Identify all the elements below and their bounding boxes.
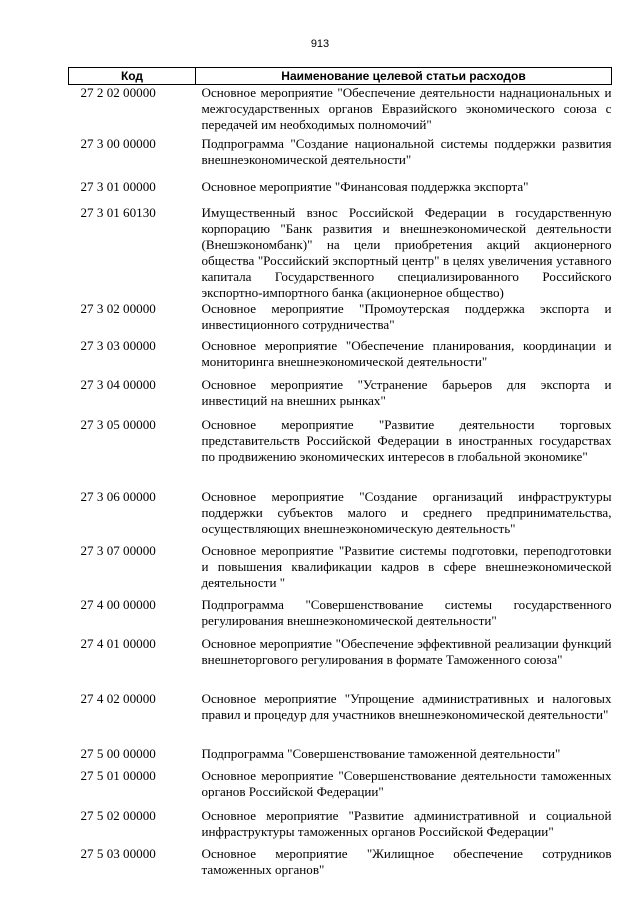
table-row bbox=[69, 85, 612, 136]
row-name: Основное мероприятие "Совершенствование деятельности таможенных органов Российской Федерации" bbox=[201, 767, 612, 799]
row-code: 27 5 01 00000 bbox=[80, 767, 156, 783]
row-name: Основное мероприятие "Обеспечение планирования, координации и мониторинга внешнеэкономической деятельности" bbox=[201, 337, 612, 369]
row-code: 27 5 02 00000 bbox=[80, 807, 156, 823]
row-code: 27 5 03 00000 bbox=[80, 845, 156, 861]
table-row bbox=[69, 597, 612, 636]
row-name: Основное мероприятие "Создание организаций инфраструктуры поддержки субъектов малого и среднего предпринимательства, осуществляющих внешнеэкономическую деятельность" bbox=[201, 488, 612, 536]
page-number: 913 bbox=[310, 38, 330, 50]
budget-table bbox=[68, 67, 612, 882]
row-name: Основное мероприятие "Упрощение административных и налоговых правил и процедур для участников внешнеэкономической деятельности" bbox=[201, 690, 612, 722]
row-name: Основное мероприятие "Жилищное обеспечение сотрудников таможенных органов" bbox=[201, 845, 612, 877]
column-header-name: Наименование целевой статьи расходов bbox=[196, 68, 612, 85]
table-row bbox=[69, 636, 612, 691]
table-row bbox=[69, 338, 612, 377]
row-code: 27 5 00 00000 bbox=[80, 745, 156, 761]
row-code: 27 3 02 00000 bbox=[80, 300, 156, 316]
row-name: Основное мероприятие "Развитие системы подготовки, переподготовки и повышения квалификации кадров в сфере внешнеэкономической деятельности " bbox=[201, 542, 612, 590]
table-row bbox=[69, 691, 612, 746]
table-row bbox=[69, 768, 612, 808]
row-name: Основное мероприятие "Обеспечение деятельности наднациональных и межгосударственных органов Евразийского экономического союза с передачей им необходимых полномочий" bbox=[201, 85, 612, 132]
table-row bbox=[69, 489, 612, 543]
table-row bbox=[69, 846, 612, 882]
row-code: 27 3 04 00000 bbox=[80, 376, 156, 392]
row-name: Основное мероприятие "Промоутерская поддержка экспорта и инвестиционного сотрудничества" bbox=[201, 300, 612, 332]
row-name: Основное мероприятие "Развитие деятельности торговых представительств Российской Федерации в иностранных государствах по продвижению экономических интересов в глобальной экономике" bbox=[201, 416, 612, 464]
column-header-code: Код bbox=[69, 68, 196, 85]
row-code: 27 3 03 00000 bbox=[80, 337, 156, 353]
row-code: 27 3 06 00000 bbox=[80, 488, 156, 504]
row-name: Основное мероприятие "Развитие административной и социальной инфраструктуры таможенных органов Российской Федерации" bbox=[201, 807, 612, 839]
table-row bbox=[69, 301, 612, 338]
row-name: Основное мероприятие "Устранение барьеров для экспорта и инвестиций на внешних рынках" bbox=[201, 376, 612, 408]
table-row bbox=[69, 746, 612, 768]
row-name: Основное мероприятие "Обеспечение эффективной реализации функций внешнеторгового регулирования в формате Таможенного союза" bbox=[201, 635, 612, 667]
row-code: 27 3 07 00000 bbox=[80, 542, 156, 558]
row-code: 27 4 02 00000 bbox=[80, 690, 156, 706]
table-row bbox=[69, 136, 612, 179]
row-name: Подпрограмма "Создание национальной системы поддержки развития внешнеэкономической деятельности" bbox=[201, 135, 612, 167]
row-name: Подпрограмма "Совершенствование таможенной деятельности" bbox=[201, 745, 561, 761]
table-row bbox=[69, 377, 612, 417]
table-row bbox=[69, 543, 612, 597]
table-row bbox=[69, 179, 612, 205]
row-name: Имущественный взнос Российской Федерации в государственную корпорацию "Банк развития и внешнеэкономической деятельности (Внешэкономбанк)" на цели приобретения акций акционерного общества "Российский экспортный центр" в целях увеличения уставного капитала Государственного специализированного Российского экспортно-импортного банка (акционерное общество) bbox=[201, 204, 612, 300]
table-row bbox=[69, 808, 612, 846]
row-code: 27 3 05 00000 bbox=[80, 416, 156, 432]
table-row bbox=[69, 417, 612, 489]
table-header-row bbox=[69, 68, 612, 85]
row-code: 27 4 00 00000 bbox=[80, 596, 156, 612]
row-name: Основное мероприятие "Финансовая поддержка экспорта" bbox=[201, 178, 529, 194]
row-code: 27 4 01 00000 bbox=[80, 635, 156, 651]
row-code: 27 3 01 60130 bbox=[80, 204, 156, 220]
row-code: 27 2 02 00000 bbox=[80, 85, 156, 100]
row-name: Подпрограмма "Совершенствование системы государственного регулирования внешнеэкономической деятельности" bbox=[201, 596, 612, 628]
row-code: 27 3 00 00000 bbox=[80, 135, 156, 151]
table-row bbox=[69, 205, 612, 301]
row-code: 27 3 01 00000 bbox=[80, 178, 156, 194]
